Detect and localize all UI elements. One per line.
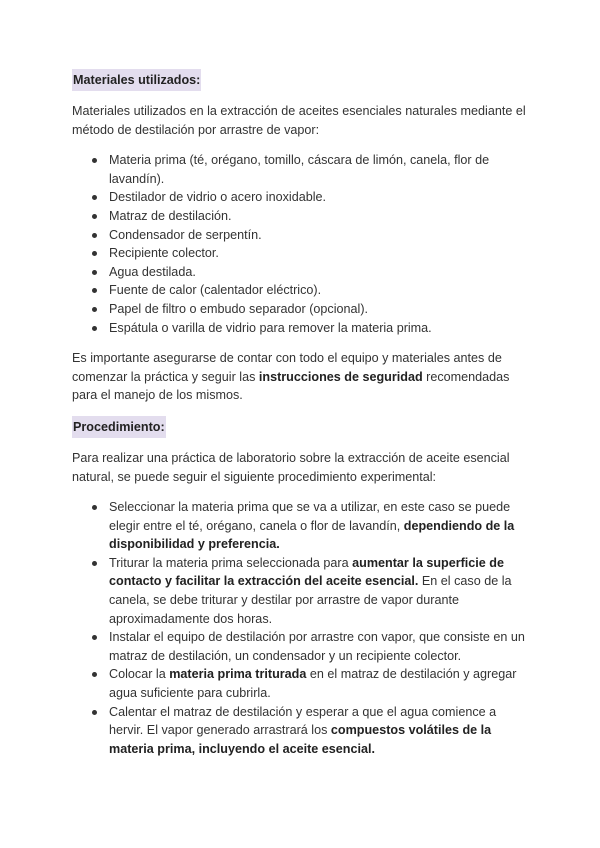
safety-note-text: Es importante asegurarse de contar con todo el equipo y materiales antes de comenzar la práctica y seguir las [72,351,502,384]
step-text: Triturar la materia prima seleccionada para [109,555,353,570]
document-page [72,69,528,758]
step-text: Seleccionar la materia prima que se va a utilizar, en este caso se puede elegir entre el té, orégano, canela o flor de lavandín, [109,500,511,533]
step-text-end: En el caso de la canela, se debe triturar y destilar por arrastre de vapor durante aproximadamente dos horas. [109,574,512,626]
safety-note-text-end: recomendadas para el manejo de los mismos. [72,369,510,403]
list-item: Materia prima (té, orégano, tomillo, cáscara de limón, canela, flor de lavandín). [72,151,528,188]
list-item: Espátula o varilla de vidrio para remover la materia prima. [72,319,528,338]
list-item: Agua destilada. [72,263,528,282]
step-bold: aumentar la superficie de contacto y facilitar la extracción del aceite esencial. [109,555,505,589]
procedure-heading: Procedimiento: [72,416,166,438]
list-item: Matraz de destilación. [72,207,528,226]
procedure-list [72,498,528,758]
materials-list [72,151,528,337]
safety-note [72,349,528,405]
list-item [72,665,528,702]
procedure-intro: Para realizar una práctica de laboratorio sobre la extracción de aceite esencial natural, se puede seguir el siguiente procedimiento experimental: [72,450,510,484]
procedure-heading-line [72,416,528,438]
materials-heading: Materiales utilizados: [72,69,201,91]
list-item: Papel de filtro o embudo separador (opcional). [72,300,528,319]
list-item: Fuente de calor (calentador eléctrico). [72,281,528,300]
step-text: Instalar el equipo de destilación por arrastre con vapor, que consiste en un matraz de destilación, un condensador y un recipiente colector. [109,630,525,663]
step-text: Calentar el matraz de destilación y esperar a que el agua comience a hervir. El vapor generado arrastrará los [109,704,497,738]
materials-intro: Materiales utilizados en la extracción de aceites esenciales naturales mediante el método de destilación por arrastre de vapor: [72,104,526,137]
step-text-end: en el matraz de destilación y agregar agua suficiente para cubrirla. [109,667,517,701]
safety-note-bold: instrucciones de seguridad [258,369,423,384]
list-item: Condensador de serpentín. [72,226,528,245]
list-item: Recipiente colector. [72,244,528,263]
list-item [72,554,528,628]
step-bold: compuestos volátiles de la materia prima, incluyendo el aceite esencial. [109,723,492,756]
materials-heading-line [72,69,528,91]
step-bold: dependiendo de la disponibilidad y preferencia. [109,518,515,552]
list-item [72,703,528,759]
list-item: Destilador de vidrio o acero inoxidable. [72,188,528,207]
list-item [72,498,528,554]
list-item [72,628,528,665]
step-text: Colocar la [109,667,170,682]
step-bold: materia prima triturada [169,667,307,682]
